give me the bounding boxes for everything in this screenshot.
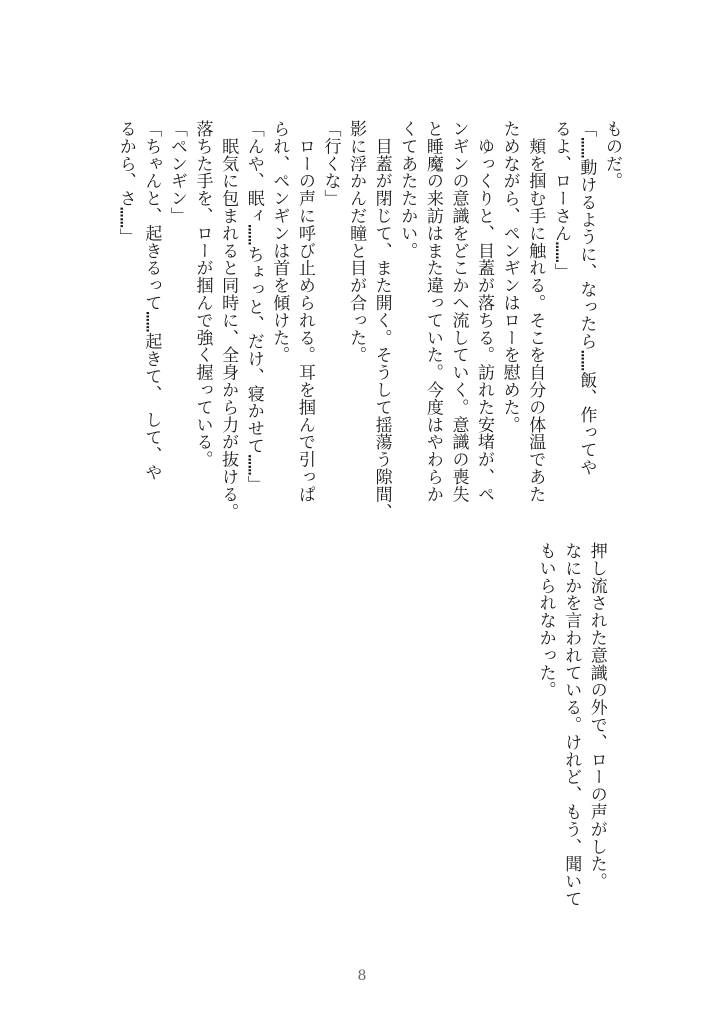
page-number: 8 xyxy=(357,968,367,984)
vertical-text-upper-block: ものだ。 「……動けるように、なったら……飯、作ってや るよ、ローさん……」 頬を掴む手に触れる。そこを自分の体温であた ためながら、ペンギンはローを慰めた。 ゆっくりと、目蓋が落ちる。訪れた安堵が、ペ ンギンの意識をどこかへ流していく。意識の喪失 と睡魔の来訪はまた違っていた。今度はやわらか くてあたたかい。 目蓋が閉じて、また開く。そうして揺蕩う隙間、 影に浮かんだ瞳と目が合った。 「行くな」 ローの声に呼び止められる。耳を掴んで引っぱ られ、ペンギンは首を傾けた。 「んや、眠ィ……ちょっと、だけ、寝かせて……」 眠気に包まれると同時に、全身から力が抜ける。 落ちた手を、ローが掴んで強く握っている。 「ペンギン」 「ちゃんと、起きるって……起きて、 して、や るから、さ……」 xyxy=(115,120,622,521)
vertical-text-lower-block: 押し流された意識の外で、ローの声がした。 なにかを言われている。けれど、もう、聞いて もいられなかった。 xyxy=(535,542,607,908)
